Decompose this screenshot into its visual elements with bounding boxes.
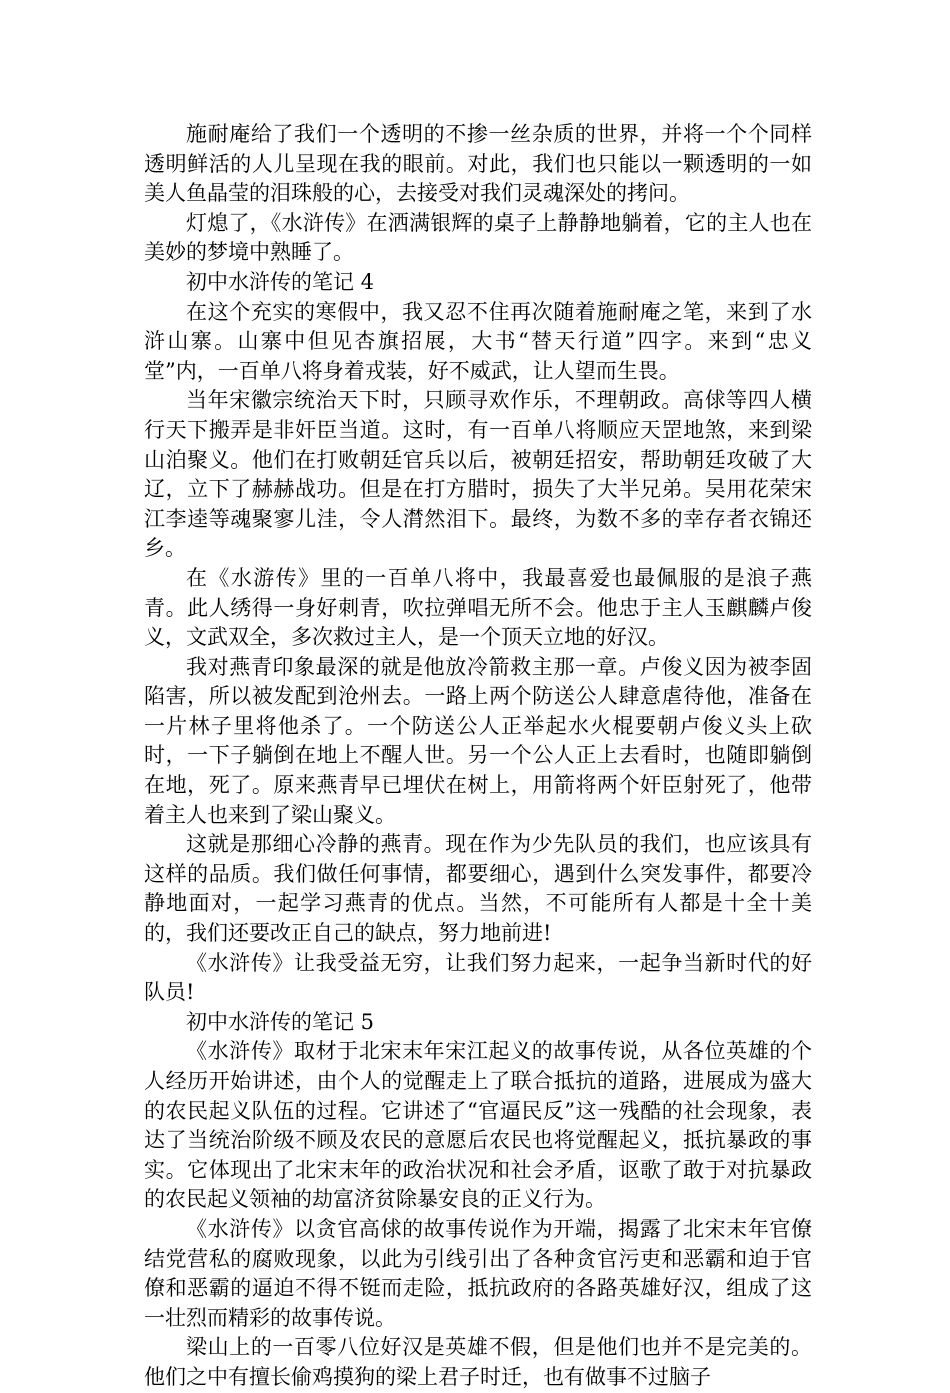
paragraph: 施耐庵给了我们一个透明的不掺一丝杂质的世界，并将一个个同样透明鲜活的人儿呈现在我的眼前。对此，我们也只能以一颗透明的一如美人鱼晶莹的泪珠般的心，去接受对我们灵魂深处的拷问。 (144, 122, 812, 206)
paragraph: 《水浒传》让我受益无穷，让我们努力起来，一起争当新时代的好队员! (144, 950, 812, 1005)
paragraph: 当年宋徽宗统治天下时，只顾寻欢作乐，不理朝政。高俅等四人横行天下搬弄是非奸臣当道。这时，有一百单八将顺应天罡地煞，来到梁山泊聚义。他们在打败朝廷官兵以后，被朝廷招安，帮助朝廷攻破了大辽，立下了赫赫战功。但是在打方腊时，损失了大半兄弟。吴用花荣宋江李逵等魂聚寥儿洼，令人潸然泪下。最终，为数不多的幸存者衣锦还乡。 (144, 388, 812, 561)
paragraph: 梁山上的一百零八位好汉是英雄不假，但是他们也并不是完美的。他们之中有擅长偷鸡摸狗的梁上君子时迁，也有做事不过脑子 (144, 1335, 812, 1389)
paragraph: 《水浒传》取材于北宋末年宋江起义的故事传说，从各位英雄的个人经历开始讲述，由个人的觉醒走上了联合抵抗的道路，进展成为盛大的农民起义队伍的过程。它讲述了“官逼民反”这一残酷的社会现象，表达了当统治阶级不顾及农民的意愿后农民也将觉醒起义，抵抗暴政的事实。它体现出了北宋末年的政治状况和社会矛盾，讴歌了敢于对抗暴政的农民起义领袖的劫富济贫除暴安良的正义行为。 (144, 1039, 812, 1212)
section-heading: 初中水浒传的笔记 4 (186, 269, 375, 294)
paragraph: 我对燕青印象最深的就是他放冷箭救主那一章。卢俊义因为被李固陷害，所以被发配到沧州去。一路上两个防送公人肆意虐待他，准备在一片林子里将他杀了。一个防送公人正举起水火棍要朝卢俊义头上砍时，一下子躺倒在地上不醒人世。另一个公人正上去看时，也随即躺倒在地，死了。原来燕青早已埋伏在树上，用箭将两个奸臣射死了，他带着主人也来到了梁山聚义。 (144, 654, 812, 827)
paragraph: 在《水游传》里的一百单八将中，我最喜爱也最佩服的是浪子燕青。此人绣得一身好刺青，吹拉弹唱无所不会。他忠于主人玉麒麟卢俊义，文武双全，多次救过主人，是一个顶天立地的好汉。 (144, 565, 812, 650)
section-heading: 初中水浒传的笔记 5 (186, 1009, 375, 1034)
document-page (144, 120, 812, 1393)
paragraph: 这就是那细心冷静的燕青。现在作为少先队员的我们，也应该具有这样的品质。我们做任何事情，都要细心，遇到什么突发事件，都要冷静地面对，一起学习燕青的优点。当然，不可能所有人都是十全十美的，我们还要改正自己的缺点，努力地前进! (144, 832, 812, 946)
paragraph: 灯熄了，《水浒传》在洒满银辉的桌子上静静地躺着，它的主人也在美妙的梦境中熟睡了。 (144, 210, 812, 265)
paragraph: 在这个充实的寒假中，我又忍不住再次随着施耐庵之笔，来到了水浒山寨。山寨中但见杏旗招展，大书“替天行道”四字。来到“忠义堂”内，一百单八将身着戎装，好不威武，让人望而生畏。 (144, 299, 812, 383)
paragraph: 《水浒传》以贪官高俅的故事传说作为开端，揭露了北宋末年官僚结党营私的腐败现象，以此为引线引出了各种贪官污吏和恶霸和迫于官僚和恶霸的逼迫不得不铤而走险，抵抗政府的各路英雄好汉，组成了这一壮烈而精彩的故事传说。 (144, 1216, 812, 1330)
